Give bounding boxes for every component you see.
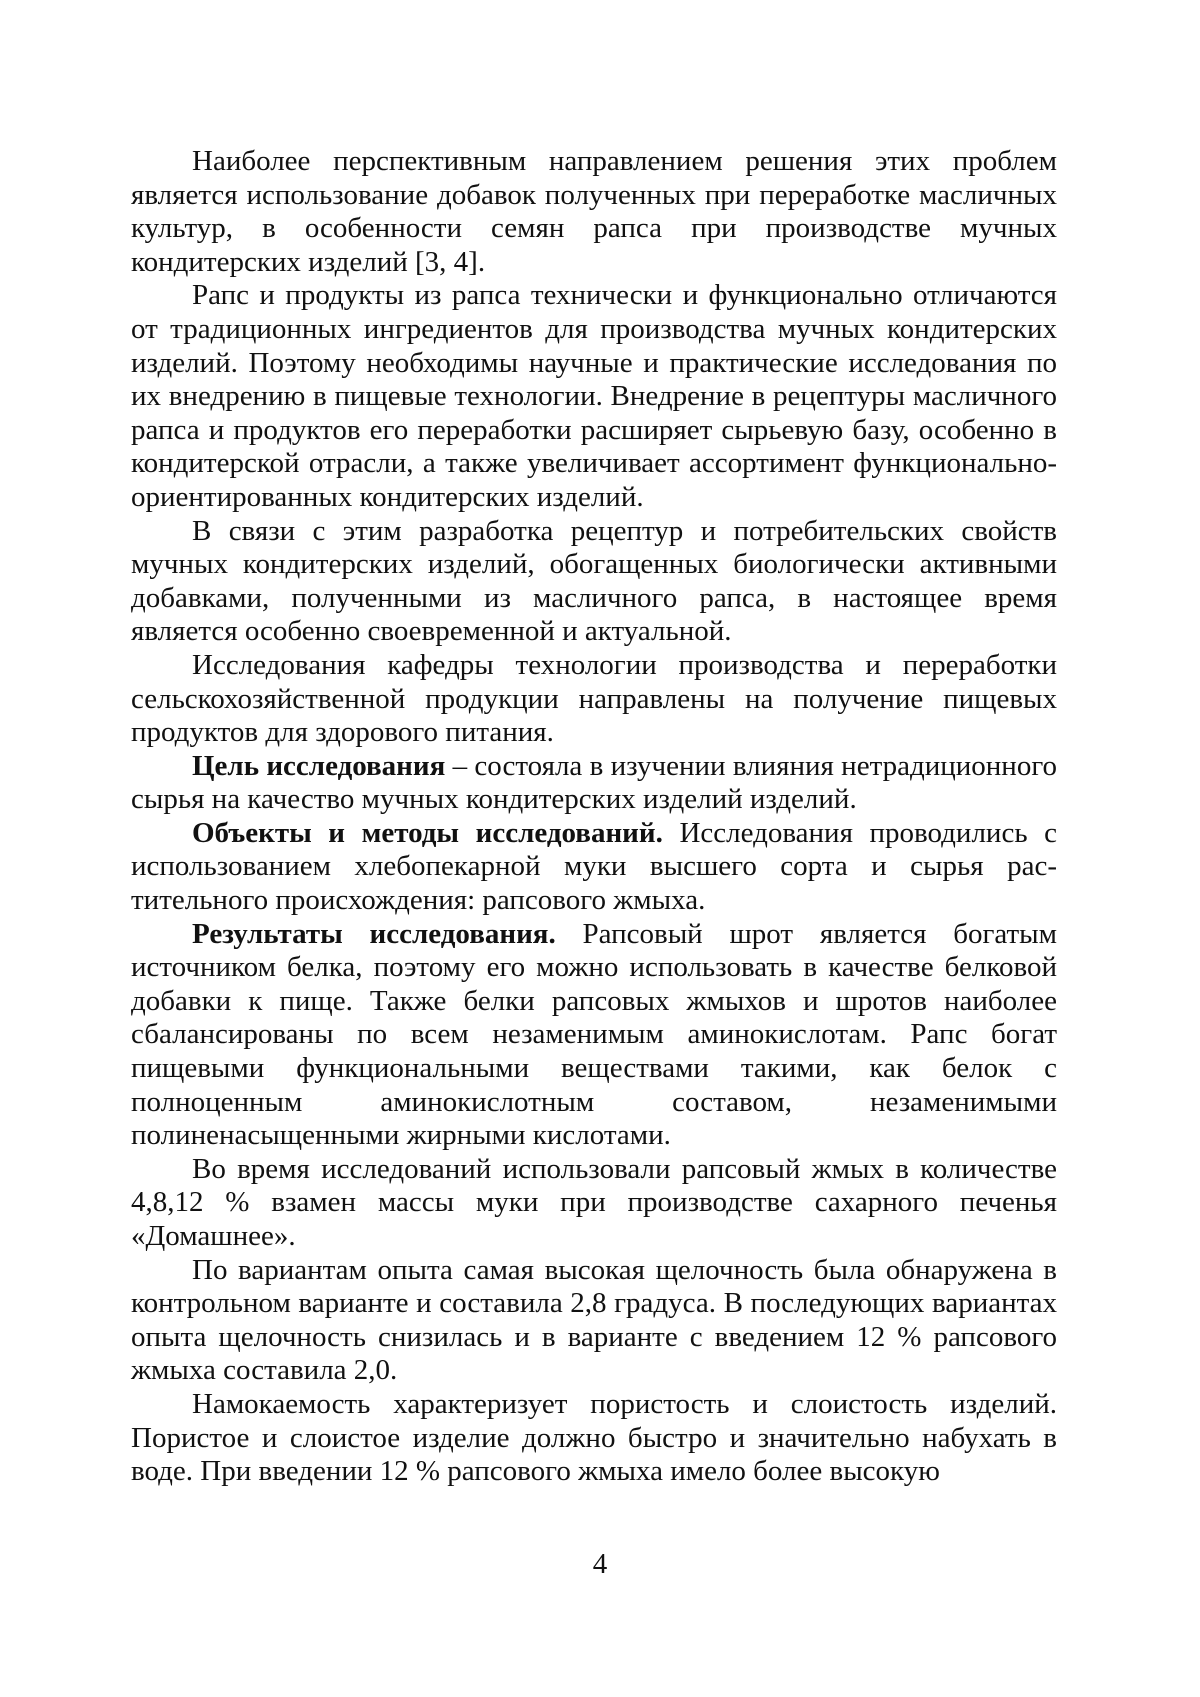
paragraph-text: – состояла в изучении влияния нетрадиционного сырья на качество мучных кондитерских изделий изделий. <box>131 749 1057 816</box>
paragraph <box>131 1388 1057 1489</box>
paragraph-text: Исследования проводились с использованием хлебопекарной муки высшего сорта и сырья растительного происхождения: рапсового жмыха. <box>131 816 1058 917</box>
paragraph <box>131 1254 1057 1388</box>
body-text <box>131 145 1057 1489</box>
paragraph <box>131 515 1057 649</box>
paragraph-text: Рапсовый шрот является богатым источником белка, поэтому его можно использовать в качестве белковой добавки к пище. Также белки рапсовых жмыхов и шротов наиболее сбалансированы по всем незаменимым аминокислотам. Рапс богат пищевыми функциональными веществами такими, как белок с полноценным аминокислотным составом, незаменимыми полиненасыщенными жирными кислотами. <box>131 917 1057 1152</box>
paragraph-text: В связи с этим разработка рецептур и потребительских свойств мучных кондитерских изделий, обогащенных биологически активными добавками, полученными из масличного рапса, в настоящее время является особенно своевременной и актуальной. <box>131 514 1057 648</box>
paragraph <box>131 145 1057 279</box>
paragraph-text: Наиболее перспективным направлением решения этих проблем является использование добавок полученных при переработке масличных культур, в особенности семян рапса при производстве мучных кондитерских изделий [3, 4]. <box>131 145 1057 278</box>
paragraph-results <box>131 918 1057 1153</box>
paragraph-text: По вариантам опыта самая высокая щелочность была обнаружена в контрольном варианте и составила 2,8 градуса. В последующих вариантах опыта щелочность снизилась и в варианте с введением 12 % рапсового жмыха составила 2,0. <box>131 1253 1057 1387</box>
paragraph-text: Намокаемость характеризует пористость и слоистость изделий. Пористое и слоистое изделие должно быстро и значительно набухать в воде. При введении 12 % рапсового жмыха имело более высокую <box>131 1387 1057 1488</box>
paragraph <box>131 649 1057 750</box>
paragraph <box>131 1153 1057 1254</box>
paragraph-lead: Объекты и методы исследований. <box>192 816 663 849</box>
paragraph-lead: Результаты исследования. <box>192 917 556 950</box>
paragraph-text: Рапс и продукты из рапса технически и функционально отличаются от традиционных ингредиентов для производства мучных кондитерских изделий. Поэтому необходимы научные и практические исследования по их внедрению в пищевые технологии. Внедрение в рецептуры масличного рапса и продуктов его переработки расширяет сырьевую базу, особенно в кондитерской отрасли, а также увеличивает ассортимент функционально-ориентированных кондитерских изделий. <box>131 279 1057 513</box>
paragraph-text: Исследования кафедры технологии производства и переработки сельскохозяйственной продукции направлены на получение пищевых продуктов для здорового питания. <box>131 648 1057 749</box>
paragraph-goal <box>131 750 1057 817</box>
paragraph-methods <box>131 817 1057 918</box>
paragraph-text: Во время исследований использовали рапсовый жмых в количестве 4,8,12 % взамен массы муки при производстве сахарного печенья «Домашнее». <box>131 1152 1057 1252</box>
paragraph <box>131 279 1057 514</box>
page-number: 4 <box>592 1548 608 1580</box>
paragraph-lead: Цель исследования <box>192 749 446 782</box>
